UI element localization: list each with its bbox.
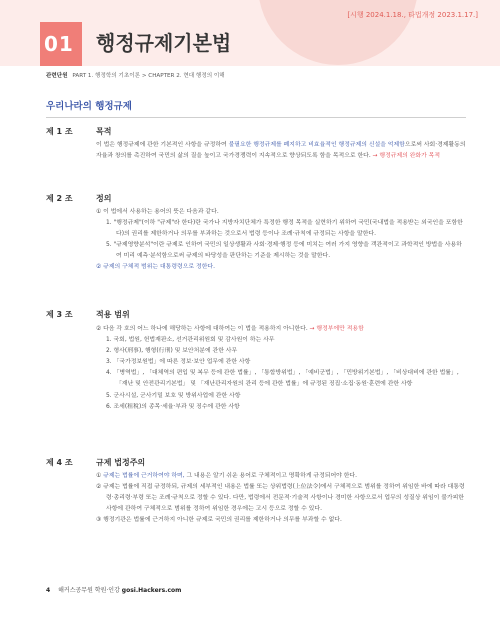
footer-url: gosi.Hackers.com (121, 587, 182, 594)
note-text: → 행정규제의 완화가 목적 (372, 153, 441, 160)
section-divider (46, 117, 466, 118)
related-unit-text: PART 1. 행정학의 기초이론 > CHAPTER 2. 현대 행정의 이해 (72, 73, 225, 79)
article-item: 1. "행정규제"(이하 "규제"라 한다)란 국가나 지방자치단체가 특정한 행정 목적을 실현하기 위하여 국민(국내법을 적용받는 외국인을 포함한다)의 권리를 제한하거나 의무를 부과하는 것으로서 법령 등이나 조례·규칙에 규정되는 사항을 말한다. (106, 220, 463, 238)
article-paragraph: ② 다음 각 호의 어느 하나에 해당하는 사항에 대하여는 이 법을 적용하지 아니한다. → 행정부에만 적용함 (96, 326, 364, 332)
related-unit-label: 관련단원 (46, 73, 68, 79)
article-3-body (96, 324, 466, 413)
article-item: 3. 「국가정보원법」에 따른 정보·보안 업무에 관한 사항 (106, 359, 251, 366)
article-2-body (96, 207, 466, 274)
article-item: 5. "규제영향분석"이란 규제로 인하여 국민의 일상생활과 사회·경제·행정 등에 미치는 여러 가지 영향을 객관적이고 과학적인 방법을 사용하여 미리 예측·분석함으로써 규제의 타당성을 판단하는 기준을 제시하는 것을 말한다. (106, 242, 462, 260)
footer-text: 해커스공무원 학원·인강 (58, 587, 122, 594)
article-1-paragraph: 이 법은 행정규제에 관한 기본적인 사항을 규정하여 불필요한 행정규제를 폐지하고 비효율적인 행정규제의 신설을 억제함으로써 사회·경제활동의 자율과 창의를 촉진하여 국민의 삶의 질을 높이고 국가경쟁력이 지속적으로 향상되도록 함을 목적으로 한다. → 행정규제의 완화가 목적 (96, 142, 466, 160)
article-paragraph: ② 규제의 구체적 범위는 대통령령으로 정한다. (96, 264, 215, 271)
article-title: 적용 범위 (96, 310, 130, 319)
article-number: 제 4 조 (46, 458, 73, 467)
article-title: 목적 (96, 127, 112, 136)
note-text: → 행정부에만 적용함 (309, 326, 364, 332)
chapter-title: 행정규제기본법 (96, 31, 232, 55)
related-unit (46, 72, 225, 81)
article-paragraph: ③ 행정기관은 법률에 근거하지 아니한 규제로 국민의 권리를 제한하거나 의무를 부과할 수 없다. (96, 517, 342, 524)
article-title: 규제 법정주의 (96, 458, 146, 467)
article-1-body (96, 140, 466, 162)
article-number: 제 2 조 (46, 194, 73, 203)
section-title: 우리나라의 행정규제 (46, 101, 132, 112)
page-footer (46, 586, 181, 595)
article-item: 4. 「병역법」, 「대체역의 편입 및 복무 등에 관한 법률」, 「통합방위법」, 「예비군법」, 「민방위기본법」, 「비상대비에 관한 법률」, 「재난 및 안전관리기본법」 및 「재난관리자원의 관리 등에 관한 법률」에 규정된 징집·소집·동원·훈련에 관한 사항 (106, 370, 459, 388)
page-number: 4 (46, 587, 51, 594)
article-item: 2. 형사(刑事), 행형(行刑) 및 보안처분에 관한 사무 (106, 348, 238, 355)
article-paragraph: ① 규제는 법률에 근거하여야 하며, 그 내용은 알기 쉬운 용어로 구체적이고 명확하게 규정되어야 한다. (96, 473, 357, 479)
article-paragraph: ② 규제는 법률에 직접 규정하되, 규제의 세부적인 내용은 법률 또는 상위법령(上位法令)에서 구체적으로 범위를 정하여 위임한 바에 따라 대통령령·총리령·부령 또는 조례·규칙으로 정할 수 있다. 다만, 법령에서 전문적·기술적 사항이나 경미한 사항으로서 업무의 성질상 위임이 불가피한 사항에 관하여 구체적으로 범위를 정하여 위임한 경우에는 고시 등으로 정할 수 있다. (96, 484, 465, 513)
article-item: 5. 군사시설, 군사기밀 보호 및 방위사업에 관한 사항 (106, 392, 241, 399)
article-item: 1. 국회, 법원, 헌법재판소, 선거관리위원회 및 감사원이 하는 사무 (106, 337, 275, 344)
article-number: 제 3 조 (46, 310, 73, 319)
chapter-number: 01 (44, 32, 74, 56)
enforcement-date: [시행 2024.1.18., 타법개정 2023.1.17.] (347, 11, 478, 19)
article-title: 정의 (96, 194, 112, 203)
highlight-text: 규제는 법률에 근거하여야 하며, (103, 473, 185, 479)
article-paragraph: ① 이 법에서 사용하는 용어의 뜻은 다음과 같다. (96, 209, 219, 215)
article-item: 6. 조세(租稅)의 종목·세율·부과 및 징수에 관한 사항 (106, 403, 240, 410)
highlight-text: 불필요한 행정규제를 폐지하고 비효율적인 행정규제의 신설을 억제함 (228, 142, 405, 148)
article-number: 제 1 조 (46, 127, 73, 136)
article-4-body (96, 471, 466, 526)
